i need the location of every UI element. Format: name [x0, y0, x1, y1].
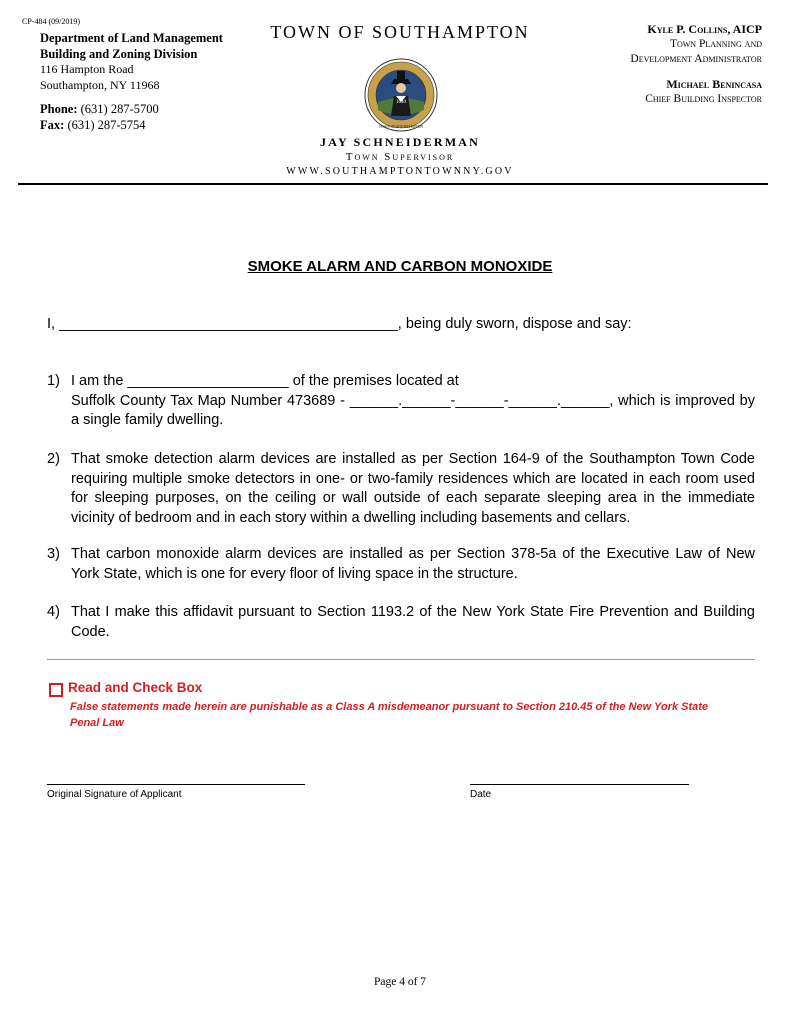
supervisor-title: Town Supervisor — [345, 151, 455, 163]
document-title: SMOKE ALARM AND CARBON MONOXIDE — [247, 258, 553, 275]
section-divider — [47, 659, 755, 660]
signature-field[interactable] — [47, 784, 305, 785]
item-1-tax-map-line[interactable]: Suffolk County Tax Map Number 473689 - ______.______-______-______.______, which is improved by a single family dwelling. — [71, 392, 755, 428]
seal-year: 1640 — [396, 100, 406, 105]
signature-label: Original Signature of Applicant — [47, 789, 182, 800]
form-code: CP-484 (09/2019) — [22, 17, 80, 26]
planning-administrator-name: Kyle P. Collins, AICP — [647, 22, 762, 36]
town-seal-icon — [364, 58, 438, 132]
item-text: That carbon monoxide alarm devices are installed as per Section 378-5a of the Executive Law of New York State, which is one for every floor of living space in the structure. — [71, 546, 755, 582]
list-item — [47, 545, 755, 584]
affiant-statement[interactable]: I, __________________________________________, being duly sworn, dispose and say: — [47, 316, 632, 332]
header-divider — [18, 183, 768, 185]
phone-label: Phone: — [40, 102, 78, 116]
division-name: Building and Zoning Division — [40, 46, 198, 61]
planning-title-line-2: Development Administrator — [630, 53, 762, 65]
fax-number: (631) 287-5754 — [67, 117, 146, 132]
read-confirmation-checkbox[interactable] — [49, 683, 63, 697]
item-number: 3) — [47, 546, 60, 562]
item-number: 2) — [47, 451, 60, 467]
chief-inspector-name: Michael Benincasa — [666, 77, 762, 91]
town-title: TOWN OF SOUTHAMPTON — [270, 22, 530, 42]
supervisor-name: JAY SCHNEIDERMAN — [320, 135, 480, 149]
date-field[interactable] — [470, 784, 689, 785]
address-line-2: Southampton, NY 11968 — [40, 77, 160, 92]
list-item — [47, 603, 755, 642]
item-text: That smoke detection alarm devices are installed as per Section 164-9 of the Southampton Town Code requiring multiple smoke detectors in one- or two-family residences which are located in each room used for sleeping purposes, on the ceiling or wall outside of each separate sleeping area in the immediate vicinity of bedroom and in each story within a dwelling including basements and cellars. — [71, 451, 755, 526]
website-link[interactable]: WWW.SOUTHAMPTONTOWNNY.GOV — [286, 166, 514, 177]
chief-inspector-title: Chief Building Inspector — [645, 93, 762, 105]
seal-text: TOWN OF SOUTHAMPTON — [378, 125, 424, 129]
item-1-role-line[interactable]: I am the ____________________ of the premises located at — [71, 373, 459, 389]
page-number: Page 4 of 7 — [373, 976, 427, 988]
officials-info — [630, 22, 762, 107]
list-item — [47, 450, 755, 528]
item-text: That I make this affidavit pursuant to Section 1193.2 of the New York State Fire Prevention and Building Code. — [71, 604, 755, 640]
penalty-warning: False statements made herein are punishable as a Class A misdemeanor pursuant to Section 210.45 of the New York State Penal Law — [70, 701, 709, 729]
phone-number: (631) 287-5700 — [80, 102, 159, 116]
address-line-1: 116 Hampton Road — [40, 62, 134, 76]
checkbox-label: Read and Check Box — [68, 680, 203, 695]
phone-line — [40, 102, 223, 118]
item-number: 4) — [47, 604, 60, 620]
list-item — [47, 372, 755, 431]
planning-title-line-1: Town Planning and — [669, 38, 762, 50]
item-number: 1) — [47, 373, 60, 389]
date-label: Date — [470, 789, 492, 800]
department-info — [40, 31, 223, 133]
fax-label: Fax: — [40, 117, 65, 132]
fax-line — [40, 118, 223, 134]
department-name: Department of Land Management — [40, 31, 223, 45]
